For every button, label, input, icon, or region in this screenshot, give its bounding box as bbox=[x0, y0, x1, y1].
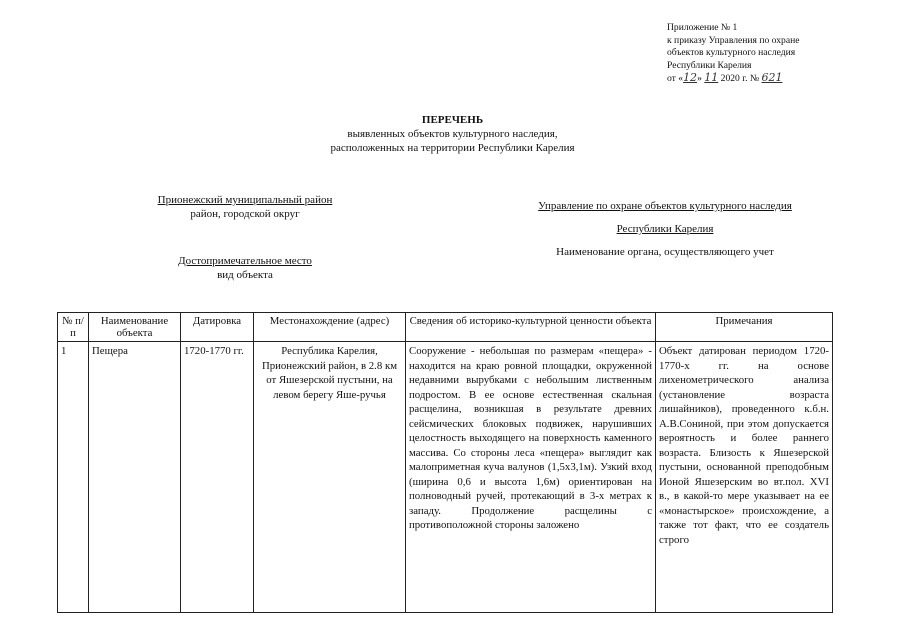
appendix-line-1: Приложение № 1 bbox=[667, 22, 738, 33]
organization-line-2: Республики Карелия bbox=[616, 223, 714, 235]
cell-dating: 1720-1770 гг. bbox=[181, 342, 254, 613]
district-block bbox=[120, 193, 370, 221]
organization-caption: Наименование органа, осуществляющего учет bbox=[556, 246, 774, 258]
district-name: Прионежский муниципальный район bbox=[157, 194, 333, 206]
appendix-block bbox=[667, 22, 867, 86]
cell-info bbox=[406, 342, 656, 613]
cell-name: Пещера bbox=[89, 342, 181, 613]
cell-num: 1 bbox=[58, 342, 89, 613]
header-info: Сведения об историко-культурной ценности объекта bbox=[406, 313, 656, 342]
cell-notes-text: Объект датирован периодом 1720-1770-х гг. на основе лихенометрического анализа (установление возраста лишайников), проведенного к.б.н. А.В.Сониной, при этом допускается вероятность и более раннего возраста. Близость к Яшезерской пустыни, основанной преподобным Ионой Яшезерским во вт.пол. XVI в., в какой-то мере указывает на ее «монастырское» происхождение, а также тот факт, что ее создатель строго bbox=[659, 345, 829, 546]
organization-line-1: Управление по охране объектов культурного наследия bbox=[538, 200, 792, 212]
objects-register-table bbox=[57, 312, 833, 613]
appendix-line-2: к приказу Управления по охране bbox=[667, 34, 800, 46]
title-line-3: расположенных на территории Республики Карелия bbox=[330, 142, 575, 154]
appendix-date-line bbox=[667, 72, 867, 86]
cell-notes bbox=[656, 342, 833, 613]
header-location: Местонахождение (адрес) bbox=[254, 313, 406, 342]
header-num: № п/п bbox=[58, 313, 89, 342]
title-line-2: выявленных объектов культурного наследия, bbox=[347, 128, 558, 140]
object-type-block bbox=[120, 254, 370, 282]
appendix-line-3: объектов культурного наследия bbox=[667, 47, 796, 59]
date-day-handwritten: 12 bbox=[683, 71, 698, 85]
appendix-line-4: Республики Карелия bbox=[667, 59, 752, 71]
table-header-row bbox=[58, 313, 833, 342]
document-title bbox=[0, 113, 905, 155]
district-caption: район, городской округ bbox=[190, 208, 300, 220]
header-name: Наименование объекта bbox=[89, 313, 181, 342]
table-row bbox=[58, 342, 833, 613]
cell-info-text: Сооружение - небольшая по размерам «пещера» - находится на краю ровной площадки, окруженной недавними вырубками с небольшим лиственным подростом. В ее основе естественная скальная расщелина, возникшая в результате древних сейсмических блоковых подвижек, нарушивших целостность выходящего на поверхность каменного массива. Со стороны леса «пещера» выглядит как малоприметная куча валунов (1,5х3,1м). Узкий вход (ширина 0,6 и высота 1,6м) ориентирован на полноводный ручей, протекающий в 3-х метрах к западу. Продолжение расщелины с противоположной стороны заложено bbox=[409, 345, 652, 531]
date-prefix: от « bbox=[667, 73, 684, 85]
object-type-caption: вид объекта bbox=[217, 269, 273, 281]
cell-location: Республика Карелия, Прионежский район, в 2.8 км от Яшезерской пустыни, на левом берегу Яше-ручья bbox=[254, 342, 406, 613]
header-dating: Датировка bbox=[181, 313, 254, 342]
date-month-handwritten: 11 bbox=[704, 71, 719, 85]
order-number-handwritten: 621 bbox=[761, 71, 783, 85]
date-mid: » bbox=[697, 73, 705, 85]
header-notes: Примечания bbox=[656, 313, 833, 342]
date-year: 2020 г. № bbox=[718, 73, 762, 85]
object-type-name: Достопримечательное место bbox=[178, 255, 312, 267]
title-heading: ПЕРЕЧЕНЬ bbox=[421, 114, 484, 126]
